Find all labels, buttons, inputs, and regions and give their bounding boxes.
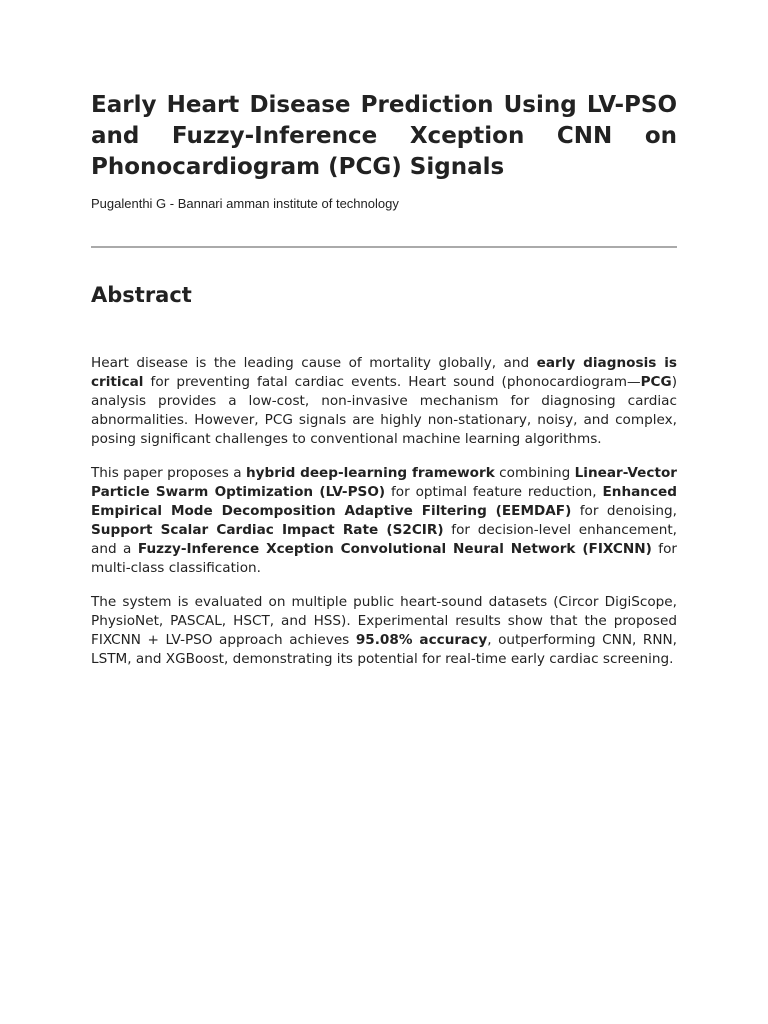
p1-text-1: Heart disease is the leading cause of mortality globally, and xyxy=(91,355,537,371)
p2-bold-1: hybrid deep-learning framework xyxy=(245,465,495,481)
section-divider xyxy=(91,246,677,248)
p1-text-2: for preventing fatal cardiac events. Heart sound (phonocardiogram— xyxy=(143,374,641,390)
abstract-paragraph-3 xyxy=(91,593,677,669)
p2-text-5: for decision-level enhancement, and a xyxy=(91,522,678,557)
abstract-heading: Abstract xyxy=(91,283,192,307)
p2-text-1: This paper proposes a xyxy=(91,465,246,481)
p3-text-2: , outperforming CNN, RNN, LSTM, and XGBoost, demonstrating its potential for real-time early cardiac screening. xyxy=(91,632,677,667)
p1-bold-2: PCG xyxy=(640,374,672,390)
p2-bold-5: Fuzzy-Inference Xception Convolutional Neural Network (FIXCNN) xyxy=(137,541,652,557)
p2-bold-3: Enhanced Empirical Mode Decomposition Adaptive Filtering (EEMDAF) xyxy=(91,484,677,519)
p2-text-2: combining xyxy=(494,465,575,481)
p1-text-3: ) analysis provides a low-cost, non-invasive mechanism for diagnosing cardiac abnormalities. However, PCG signals are highly non-stationary, noisy, and complex, posing significant challenges to conventional machine learning algorithms. xyxy=(91,374,677,447)
p1-bold-1: early diagnosis is critical xyxy=(91,355,677,390)
p2-bold-2: Linear-Vector Particle Swarm Optimization (LV-PSO) xyxy=(91,465,677,500)
abstract-paragraph-1 xyxy=(91,354,677,449)
p2-text-6: for multi-class classification. xyxy=(91,541,678,576)
p2-bold-4: Support Scalar Cardiac Impact Rate (S2CIR) xyxy=(91,522,444,538)
p2-text-3: for optimal feature reduction, xyxy=(385,484,603,500)
abstract-paragraph-2 xyxy=(91,464,677,578)
author-line: Pugalenthi G - Bannari amman institute of technology xyxy=(91,196,399,211)
p3-text-1: The system is evaluated on multiple public heart-sound datasets (Circor DigiScope, PhysioNet, PASCAL, HSCT, and HSS). Experimental results show that the proposed FIXCNN + LV-PSO approach achieves xyxy=(91,594,677,648)
p3-bold-1: 95.08% accuracy xyxy=(355,632,488,648)
paper-title: Early Heart Disease Prediction Using LV-PSO and Fuzzy-Inference Xception CNN on Phonocardiogram (PCG) Signals xyxy=(91,92,677,180)
p2-text-4: for denoising, xyxy=(571,503,677,519)
